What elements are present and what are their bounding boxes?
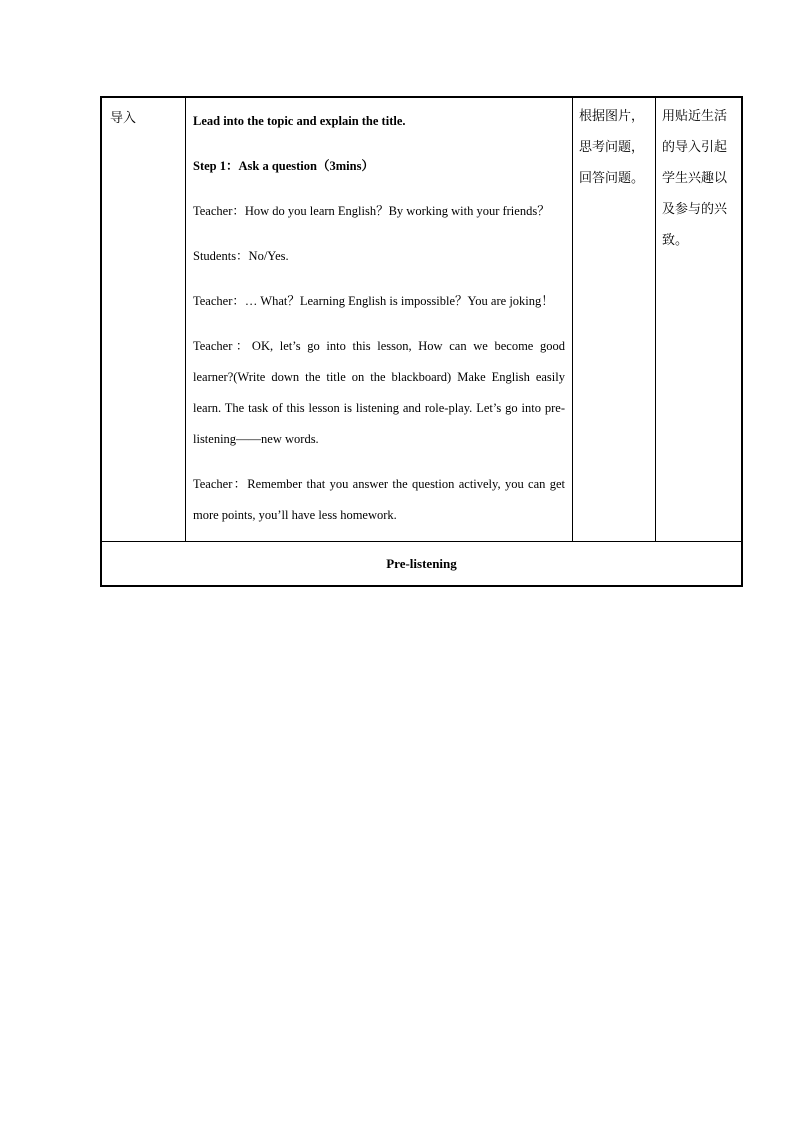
design-intent: 用贴近生活的导入引起学生兴趣以及参与的兴致。 — [656, 97, 743, 542]
teaching-content — [186, 97, 573, 542]
lesson-plan-table — [100, 96, 743, 587]
dialogue-line: Teacher：… What？Learning English is impossible？You are joking！ — [193, 294, 554, 308]
student-activity: 根据图片，思考问题，回答问题。 — [573, 97, 656, 542]
step-title: Step 1：Ask a question（3mins） — [193, 159, 374, 173]
section-title: Pre-listening — [101, 542, 742, 587]
dialogue-line: Teacher：How do you learn English？By working with your friends？ — [193, 204, 550, 218]
section-row — [101, 542, 742, 587]
stage-label: 导入 — [101, 97, 186, 542]
content-heading: Lead into the topic and explain the title. — [193, 114, 406, 128]
dialogue-line: Teacher：OK, let’s go into this lesson, How can we become good learner?(Write down the title on the blackboard) Make English easily learn. The task of this lesson is listening and role-play. Let’s go into pre-listening——new words. — [193, 339, 565, 446]
intro-row — [101, 97, 742, 542]
dialogue-line: Teacher：Remember that you answer the question actively, you can get more points, you’ll have less homework. — [193, 477, 565, 522]
dialogue-line: Students：No/Yes. — [193, 249, 289, 263]
